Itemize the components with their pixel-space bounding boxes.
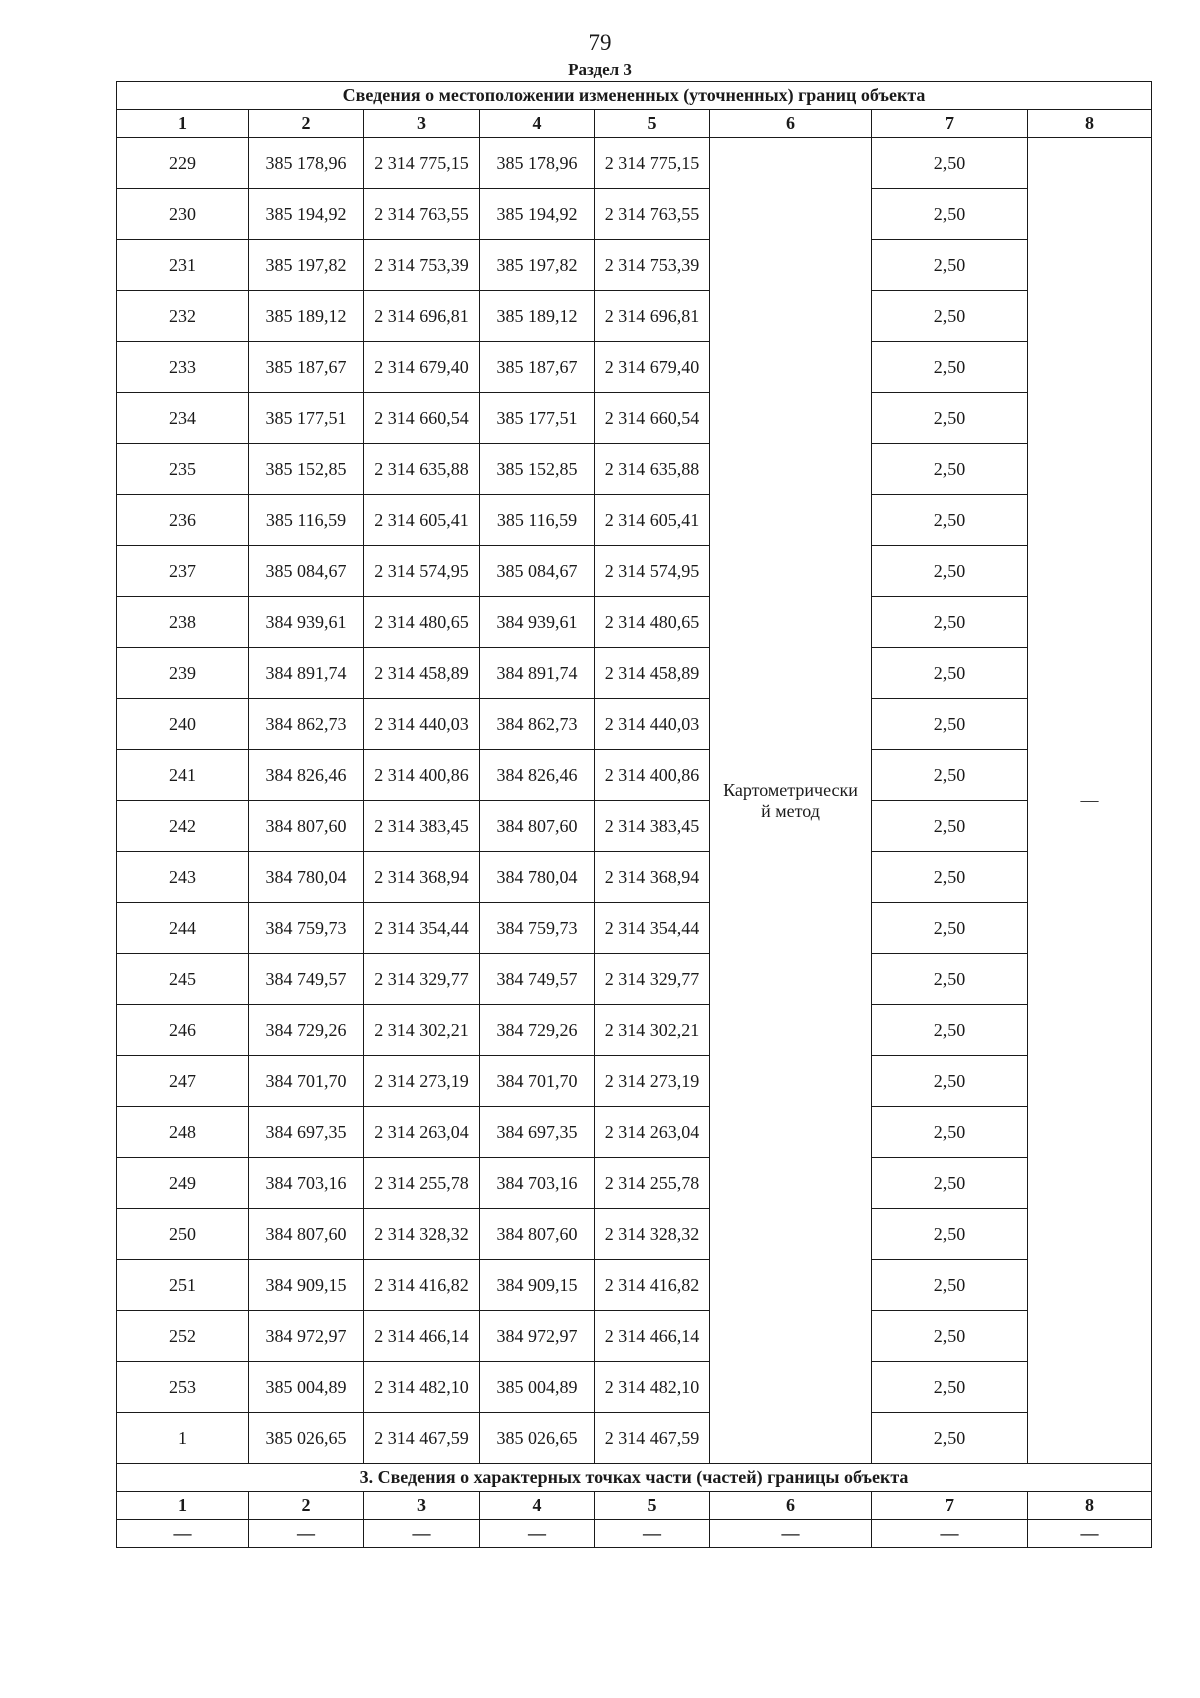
y-existing-cell: 2 314 263,04 — [364, 1107, 480, 1158]
dash-cell: — — [872, 1520, 1028, 1548]
accuracy-cell: 2,50 — [872, 648, 1028, 699]
accuracy-cell: 2,50 — [872, 1362, 1028, 1413]
x-existing-cell: 385 152,85 — [249, 444, 364, 495]
dash-cell: — — [480, 1520, 595, 1548]
x-new-cell: 384 780,04 — [480, 852, 595, 903]
point-number-cell: 229 — [117, 138, 249, 189]
table-row — [117, 1158, 1152, 1209]
table-row — [117, 1056, 1152, 1107]
page-number: 79 — [588, 30, 612, 55]
accuracy-cell: 2,50 — [872, 1209, 1028, 1260]
column-number: 8 — [1028, 1492, 1152, 1520]
x-new-cell: 384 701,70 — [480, 1056, 595, 1107]
column-number: 5 — [595, 1492, 710, 1520]
x-existing-cell: 384 729,26 — [249, 1005, 364, 1056]
point-number-cell: 1 — [117, 1413, 249, 1464]
y-new-cell: 2 314 273,19 — [595, 1056, 710, 1107]
dash-cell: — — [249, 1520, 364, 1548]
x-existing-cell: 384 697,35 — [249, 1107, 364, 1158]
table2-column-numbers-row — [117, 1492, 1152, 1520]
y-new-cell: 2 314 263,04 — [595, 1107, 710, 1158]
x-new-cell: 384 939,61 — [480, 597, 595, 648]
y-existing-cell: 2 314 660,54 — [364, 393, 480, 444]
y-existing-cell: 2 314 696,81 — [364, 291, 480, 342]
point-number-cell: 238 — [117, 597, 249, 648]
table2-empty-row — [117, 1520, 1152, 1548]
x-new-cell: 385 004,89 — [480, 1362, 595, 1413]
accuracy-cell: 2,50 — [872, 495, 1028, 546]
x-existing-cell: 384 703,16 — [249, 1158, 364, 1209]
column-number: 4 — [480, 110, 595, 138]
y-new-cell: 2 314 302,21 — [595, 1005, 710, 1056]
accuracy-cell: 2,50 — [872, 852, 1028, 903]
column-number: 6 — [710, 110, 872, 138]
table-row — [117, 1005, 1152, 1056]
table-row — [117, 648, 1152, 699]
table-row — [117, 1362, 1152, 1413]
y-new-cell: 2 314 480,65 — [595, 597, 710, 648]
x-existing-cell: 385 178,96 — [249, 138, 364, 189]
point-number-cell: 235 — [117, 444, 249, 495]
x-new-cell: 384 749,57 — [480, 954, 595, 1005]
x-new-cell: 385 152,85 — [480, 444, 595, 495]
y-existing-cell: 2 314 480,65 — [364, 597, 480, 648]
y-existing-cell: 2 314 753,39 — [364, 240, 480, 291]
accuracy-cell: 2,50 — [872, 750, 1028, 801]
y-new-cell: 2 314 660,54 — [595, 393, 710, 444]
boundary-coordinates-table — [116, 81, 1152, 1548]
point-number-cell: 250 — [117, 1209, 249, 1260]
table-row — [117, 291, 1152, 342]
dash-cell: — — [364, 1520, 480, 1548]
y-new-cell: 2 314 753,39 — [595, 240, 710, 291]
x-new-cell: 385 026,65 — [480, 1413, 595, 1464]
table-row — [117, 852, 1152, 903]
point-number-cell: 245 — [117, 954, 249, 1005]
accuracy-cell: 2,50 — [872, 138, 1028, 189]
point-number-cell: 230 — [117, 189, 249, 240]
dash-cell: — — [710, 1520, 872, 1548]
x-existing-cell: 384 891,74 — [249, 648, 364, 699]
y-existing-cell: 2 314 635,88 — [364, 444, 480, 495]
y-new-cell: 2 314 416,82 — [595, 1260, 710, 1311]
y-existing-cell: 2 314 368,94 — [364, 852, 480, 903]
y-existing-cell: 2 314 329,77 — [364, 954, 480, 1005]
dash-cell: — — [595, 1520, 710, 1548]
table-row — [117, 699, 1152, 750]
x-new-cell: 385 189,12 — [480, 291, 595, 342]
accuracy-cell: 2,50 — [872, 1005, 1028, 1056]
x-existing-cell: 385 116,59 — [249, 495, 364, 546]
accuracy-cell: 2,50 — [872, 597, 1028, 648]
x-new-cell: 384 703,16 — [480, 1158, 595, 1209]
x-existing-cell: 385 194,92 — [249, 189, 364, 240]
dash-cell: — — [1028, 1520, 1152, 1548]
table-row — [117, 495, 1152, 546]
y-new-cell: 2 314 679,40 — [595, 342, 710, 393]
accuracy-cell: 2,50 — [872, 342, 1028, 393]
point-number-cell: 244 — [117, 903, 249, 954]
dash-cell: — — [117, 1520, 249, 1548]
y-existing-cell: 2 314 383,45 — [364, 801, 480, 852]
accuracy-cell: 2,50 — [872, 1107, 1028, 1158]
y-existing-cell: 2 314 458,89 — [364, 648, 480, 699]
y-existing-cell: 2 314 466,14 — [364, 1311, 480, 1362]
column-number: 8 — [1028, 110, 1152, 138]
y-new-cell: 2 314 482,10 — [595, 1362, 710, 1413]
point-number-cell: 239 — [117, 648, 249, 699]
point-number-cell: 252 — [117, 1311, 249, 1362]
x-existing-cell: 384 862,73 — [249, 699, 364, 750]
method-line-1: Картометрически — [723, 779, 858, 800]
point-number-cell: 249 — [117, 1158, 249, 1209]
point-number-cell: 243 — [117, 852, 249, 903]
x-new-cell: 385 084,67 — [480, 546, 595, 597]
point-number-cell: 234 — [117, 393, 249, 444]
table-row — [117, 1107, 1152, 1158]
y-new-cell: 2 314 775,15 — [595, 138, 710, 189]
accuracy-cell: 2,50 — [872, 393, 1028, 444]
point-number-cell: 251 — [117, 1260, 249, 1311]
x-existing-cell: 385 187,67 — [249, 342, 364, 393]
y-new-cell: 2 314 440,03 — [595, 699, 710, 750]
accuracy-cell: 2,50 — [872, 903, 1028, 954]
x-existing-cell: 385 026,65 — [249, 1413, 364, 1464]
point-number-cell: 233 — [117, 342, 249, 393]
y-new-cell: 2 314 458,89 — [595, 648, 710, 699]
y-new-cell: 2 314 696,81 — [595, 291, 710, 342]
x-new-cell: 384 807,60 — [480, 1209, 595, 1260]
x-existing-cell: 384 780,04 — [249, 852, 364, 903]
x-new-cell: 384 697,35 — [480, 1107, 595, 1158]
point-number-cell: 241 — [117, 750, 249, 801]
y-new-cell: 2 314 328,32 — [595, 1209, 710, 1260]
accuracy-cell: 2,50 — [872, 546, 1028, 597]
y-existing-cell: 2 314 255,78 — [364, 1158, 480, 1209]
y-existing-cell: 2 314 440,03 — [364, 699, 480, 750]
y-new-cell: 2 314 354,44 — [595, 903, 710, 954]
point-number-cell: 253 — [117, 1362, 249, 1413]
accuracy-cell: 2,50 — [872, 189, 1028, 240]
accuracy-cell: 2,50 — [872, 240, 1028, 291]
point-number-cell: 242 — [117, 801, 249, 852]
y-existing-cell: 2 314 467,59 — [364, 1413, 480, 1464]
x-new-cell: 385 187,67 — [480, 342, 595, 393]
column-number: 7 — [872, 110, 1028, 138]
x-existing-cell: 385 177,51 — [249, 393, 364, 444]
y-existing-cell: 2 314 574,95 — [364, 546, 480, 597]
table2-title: 3. Сведения о характерных точках части (частей) границы объекта — [117, 1464, 1152, 1492]
table-row — [117, 1311, 1152, 1362]
point-number-cell: 236 — [117, 495, 249, 546]
table-row — [117, 342, 1152, 393]
y-existing-cell: 2 314 328,32 — [364, 1209, 480, 1260]
table-row — [117, 240, 1152, 291]
method-cell — [710, 138, 872, 1464]
x-existing-cell: 384 939,61 — [249, 597, 364, 648]
column-number: 5 — [595, 110, 710, 138]
table-row — [117, 1260, 1152, 1311]
column-number: 2 — [249, 110, 364, 138]
x-new-cell: 384 972,97 — [480, 1311, 595, 1362]
y-existing-cell: 2 314 400,86 — [364, 750, 480, 801]
x-new-cell: 384 909,15 — [480, 1260, 595, 1311]
y-existing-cell: 2 314 482,10 — [364, 1362, 480, 1413]
y-new-cell: 2 314 383,45 — [595, 801, 710, 852]
y-existing-cell: 2 314 416,82 — [364, 1260, 480, 1311]
table-row — [117, 138, 1152, 189]
table-row — [117, 801, 1152, 852]
accuracy-cell: 2,50 — [872, 699, 1028, 750]
x-existing-cell: 384 807,60 — [249, 801, 364, 852]
y-new-cell: 2 314 329,77 — [595, 954, 710, 1005]
table2-title-row — [117, 1464, 1152, 1492]
point-number-cell: 248 — [117, 1107, 249, 1158]
accuracy-cell: 2,50 — [872, 1158, 1028, 1209]
point-number-cell: 237 — [117, 546, 249, 597]
y-existing-cell: 2 314 763,55 — [364, 189, 480, 240]
col8-dash-cell: — — [1028, 138, 1152, 1464]
column-number: 1 — [117, 110, 249, 138]
x-existing-cell: 385 189,12 — [249, 291, 364, 342]
method-line-2: й метод — [761, 800, 820, 821]
y-existing-cell: 2 314 605,41 — [364, 495, 480, 546]
column-number: 2 — [249, 1492, 364, 1520]
table-row — [117, 393, 1152, 444]
table-row — [117, 954, 1152, 1005]
point-number-cell: 247 — [117, 1056, 249, 1107]
accuracy-cell: 2,50 — [872, 1260, 1028, 1311]
y-new-cell: 2 314 605,41 — [595, 495, 710, 546]
x-existing-cell: 384 701,70 — [249, 1056, 364, 1107]
y-existing-cell: 2 314 354,44 — [364, 903, 480, 954]
accuracy-cell: 2,50 — [872, 801, 1028, 852]
x-existing-cell: 384 759,73 — [249, 903, 364, 954]
x-new-cell: 385 116,59 — [480, 495, 595, 546]
table-row — [117, 903, 1152, 954]
y-new-cell: 2 314 466,14 — [595, 1311, 710, 1362]
y-new-cell: 2 314 574,95 — [595, 546, 710, 597]
x-existing-cell: 385 197,82 — [249, 240, 364, 291]
x-new-cell: 384 807,60 — [480, 801, 595, 852]
table-row — [117, 1413, 1152, 1464]
column-number: 4 — [480, 1492, 595, 1520]
accuracy-cell: 2,50 — [872, 291, 1028, 342]
x-new-cell: 384 729,26 — [480, 1005, 595, 1056]
column-number: 1 — [117, 1492, 249, 1520]
table-row — [117, 750, 1152, 801]
x-new-cell: 385 194,92 — [480, 189, 595, 240]
x-new-cell: 384 862,73 — [480, 699, 595, 750]
table-row — [117, 189, 1152, 240]
column-number: 7 — [872, 1492, 1028, 1520]
table1-column-numbers-row — [117, 110, 1152, 138]
x-new-cell: 385 197,82 — [480, 240, 595, 291]
x-existing-cell: 384 972,97 — [249, 1311, 364, 1362]
y-existing-cell: 2 314 679,40 — [364, 342, 480, 393]
column-number: 3 — [364, 110, 480, 138]
column-number: 3 — [364, 1492, 480, 1520]
accuracy-cell: 2,50 — [872, 1413, 1028, 1464]
table-row — [117, 546, 1152, 597]
x-existing-cell: 384 909,15 — [249, 1260, 364, 1311]
column-number: 6 — [710, 1492, 872, 1520]
point-number-cell: 240 — [117, 699, 249, 750]
y-existing-cell: 2 314 273,19 — [364, 1056, 480, 1107]
y-existing-cell: 2 314 302,21 — [364, 1005, 480, 1056]
y-new-cell: 2 314 368,94 — [595, 852, 710, 903]
x-new-cell: 385 177,51 — [480, 393, 595, 444]
point-number-cell: 246 — [117, 1005, 249, 1056]
table-row — [117, 597, 1152, 648]
point-number-cell: 232 — [117, 291, 249, 342]
section-label: Раздел 3 — [568, 60, 632, 79]
accuracy-cell: 2,50 — [872, 954, 1028, 1005]
x-existing-cell: 384 807,60 — [249, 1209, 364, 1260]
x-new-cell: 384 826,46 — [480, 750, 595, 801]
y-new-cell: 2 314 255,78 — [595, 1158, 710, 1209]
x-existing-cell: 384 826,46 — [249, 750, 364, 801]
table1-title-row — [117, 82, 1152, 110]
accuracy-cell: 2,50 — [872, 1056, 1028, 1107]
table-row — [117, 444, 1152, 495]
point-number-cell: 231 — [117, 240, 249, 291]
table1-title: Сведения о местоположении измененных (уточненных) границ объекта — [117, 82, 1152, 110]
x-existing-cell: 385 004,89 — [249, 1362, 364, 1413]
x-existing-cell: 384 749,57 — [249, 954, 364, 1005]
y-new-cell: 2 314 467,59 — [595, 1413, 710, 1464]
table-row — [117, 1209, 1152, 1260]
accuracy-cell: 2,50 — [872, 444, 1028, 495]
y-new-cell: 2 314 763,55 — [595, 189, 710, 240]
y-new-cell: 2 314 400,86 — [595, 750, 710, 801]
x-new-cell: 384 891,74 — [480, 648, 595, 699]
y-existing-cell: 2 314 775,15 — [364, 138, 480, 189]
accuracy-cell: 2,50 — [872, 1311, 1028, 1362]
x-existing-cell: 385 084,67 — [249, 546, 364, 597]
x-new-cell: 385 178,96 — [480, 138, 595, 189]
x-new-cell: 384 759,73 — [480, 903, 595, 954]
y-new-cell: 2 314 635,88 — [595, 444, 710, 495]
